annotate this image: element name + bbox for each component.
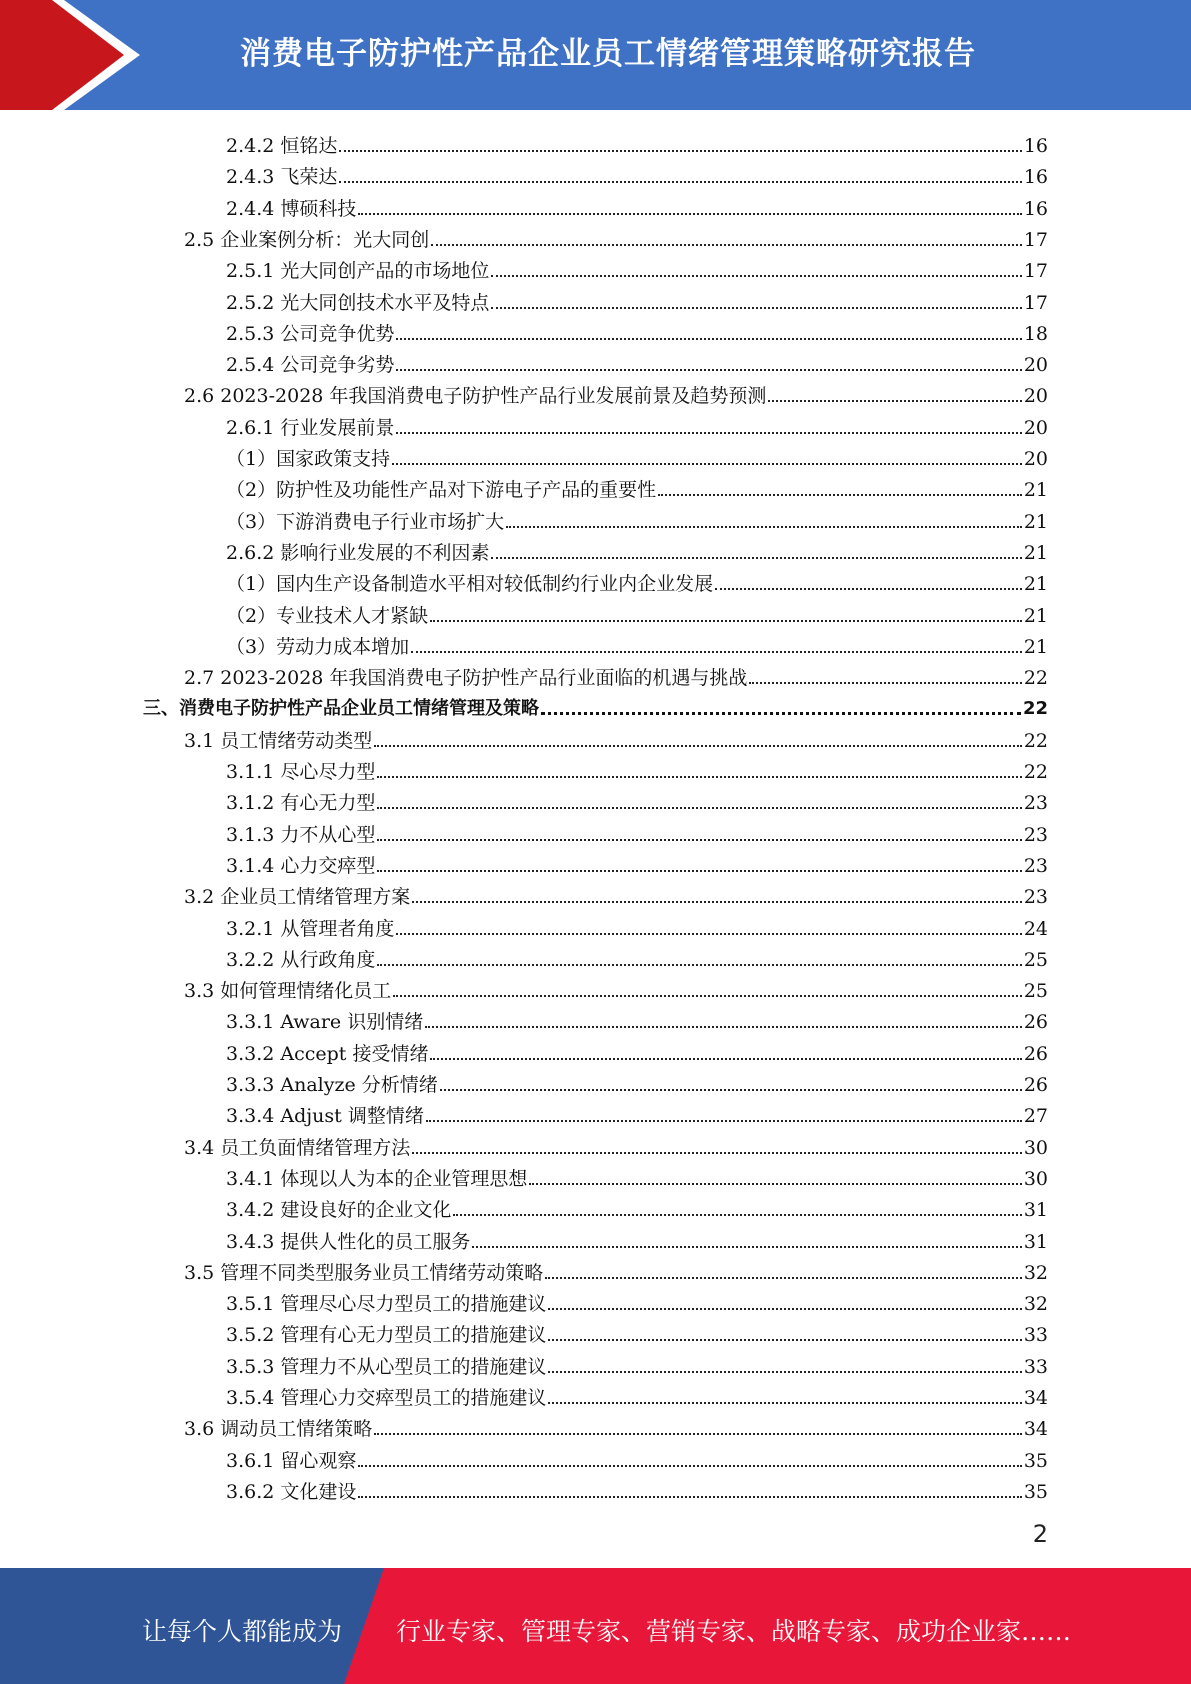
- toc-entry[interactable]: [226, 471, 1048, 502]
- toc-entry-title: （2）专业技术人才紧缺: [226, 604, 429, 627]
- toc-entry-title: 3.4.3 提供人性化的员工服务: [226, 1230, 471, 1253]
- toc-leader-dots: [541, 712, 1021, 715]
- toc-entry-page: 34: [1023, 1418, 1048, 1441]
- toc-entry-title: 3.4.1 体现以人为本的企业管理思想: [226, 1167, 528, 1190]
- toc-leader-dots: [396, 933, 1021, 935]
- toc-entry-title: 三、消费电子防护性产品企业员工情绪管理及策略: [143, 698, 539, 720]
- toc-entry[interactable]: [226, 753, 1048, 784]
- toc-leader-dots: [440, 1089, 1022, 1091]
- toc-leader-dots: [392, 463, 1022, 465]
- toc-entry-page: 17: [1023, 228, 1048, 251]
- toc-entry-page: 21: [1023, 604, 1048, 627]
- toc-entry-page: 32: [1023, 1261, 1048, 1284]
- report-title: 消费电子防护性产品企业员工情绪管理策略研究报告: [240, 36, 976, 72]
- toc-leader-dots: [358, 1496, 1021, 1498]
- toc-entry-title: 2.7 2023-2028 年我国消费电子防护性产品行业面临的机遇与挑战: [184, 667, 748, 690]
- toc-entry-title: （2）防护性及功能性产品对下游电子产品的重要性: [226, 479, 657, 502]
- toc-entry-title: 2.6 2023-2028 年我国消费电子防护性产品行业发展前景及趋势预测: [184, 385, 767, 408]
- toc-entry-page: 21: [1023, 635, 1048, 658]
- toc-entry[interactable]: [226, 534, 1048, 565]
- toc-leader-dots: [548, 1308, 1021, 1310]
- toc-entry-page: 27: [1023, 1105, 1048, 1128]
- toc-entry[interactable]: [226, 1473, 1048, 1504]
- toc-entry[interactable]: [184, 1129, 1048, 1160]
- toc-entry-page: 23: [1023, 792, 1048, 815]
- toc-entry-page: 22: [1022, 698, 1048, 720]
- toc-entry[interactable]: [226, 941, 1048, 972]
- toc-entry[interactable]: [226, 628, 1048, 659]
- toc-entry-page: 23: [1023, 854, 1048, 877]
- toc-leader-dots: [548, 1371, 1021, 1373]
- toc-leader-dots: [491, 275, 1021, 277]
- toc-leader-dots: [358, 213, 1021, 215]
- toc-entry[interactable]: [226, 1223, 1048, 1254]
- toc-entry-title: （3）下游消费电子行业市场扩大: [226, 510, 505, 533]
- toc-entry[interactable]: [184, 377, 1048, 408]
- toc-entry-title: 3.5.4 管理心力交瘁型员工的措施建议: [226, 1387, 547, 1409]
- toc-entry-page: 23: [1023, 886, 1048, 909]
- toc-entry-page: 24: [1023, 917, 1048, 940]
- toc-entry[interactable]: [226, 910, 1048, 941]
- toc-entry-title: 3.5.2 管理有心无力型员工的措施建议: [226, 1324, 547, 1347]
- toc-entry[interactable]: [184, 1254, 1048, 1285]
- toc-entry-title: 3.4 员工负面情绪管理方法: [184, 1136, 411, 1159]
- toc-entry-page: 16: [1023, 197, 1048, 220]
- toc-leader-dots: [430, 620, 1022, 622]
- toc-entry-page: 20: [1023, 354, 1048, 377]
- toc-entry-page: 23: [1023, 823, 1048, 846]
- toc-entry-title: 3.1.4 心力交瘁型: [226, 854, 376, 877]
- toc-entry[interactable]: [184, 1410, 1048, 1441]
- toc-entry-title: 2.5 企业案例分析：光大同创: [184, 228, 430, 251]
- toc-entry[interactable]: [226, 440, 1048, 471]
- toc-entry[interactable]: [226, 252, 1048, 283]
- toc-entry[interactable]: [226, 1191, 1048, 1222]
- toc-entry-title: （1）国内生产设备制造水平相对较低制约行业内企业发展: [226, 573, 714, 596]
- toc-entry-title: 3.5.1 管理尽心尽力型员工的措施建议: [226, 1293, 547, 1316]
- toc-entry-title: 3.5.3 管理力不从心型员工的措施建议: [226, 1355, 547, 1378]
- toc-leader-dots: [377, 839, 1021, 841]
- toc-leader-dots: [374, 745, 1022, 747]
- toc-leader-dots: [472, 1246, 1021, 1248]
- toc-entry-title: 3.6.2 文化建设: [226, 1480, 357, 1503]
- toc-entry-page: 21: [1023, 510, 1048, 533]
- toc-entry-page: 22: [1023, 667, 1048, 690]
- toc-entry-page: 32: [1023, 1293, 1048, 1316]
- toc-entry[interactable]: [226, 1348, 1048, 1379]
- toc-entry[interactable]: [226, 1442, 1048, 1473]
- toc-entry[interactable]: [226, 565, 1048, 596]
- toc-entry-page: 17: [1023, 291, 1048, 314]
- toc-entry-title: （1）国家政策支持: [226, 448, 391, 470]
- page-footer: [0, 1568, 1191, 1684]
- toc-entry-page: 30: [1023, 1167, 1048, 1190]
- toc-leader-dots: [377, 870, 1021, 872]
- toc-entry[interactable]: [226, 816, 1048, 847]
- toc-leader-dots: [548, 1402, 1021, 1404]
- toc-leader-dots: [425, 1026, 1022, 1028]
- toc-entry[interactable]: [226, 1066, 1048, 1097]
- toc-entry[interactable]: [226, 315, 1048, 346]
- toc-entry-title: 2.6.2 影响行业发展的不利因素: [226, 541, 490, 564]
- toc-entry-title: 3.4.2 建设良好的企业文化: [226, 1199, 452, 1222]
- toc-entry[interactable]: [226, 597, 1048, 628]
- toc-entry-page: 21: [1023, 573, 1048, 596]
- toc-entry-page: 26: [1023, 1042, 1048, 1065]
- toc-entry-page: 25: [1023, 948, 1048, 971]
- toc-entry-page: 26: [1023, 1011, 1048, 1034]
- toc-entry[interactable]: [226, 847, 1048, 878]
- toc-entry[interactable]: [226, 409, 1048, 440]
- toc-entry-page: 26: [1023, 1074, 1048, 1096]
- toc-entry-title: 3.1.1 尽心尽力型: [226, 761, 376, 783]
- toc-entry-page: 25: [1023, 980, 1048, 1003]
- toc-entry-title: 3.3.1 Aware 识别情绪: [226, 1011, 424, 1034]
- toc-leader-dots: [529, 1183, 1021, 1185]
- toc-leader-dots: [548, 1339, 1021, 1341]
- toc-leader-dots: [396, 369, 1021, 371]
- toc-entry-page: 16: [1023, 135, 1048, 157]
- toc-leader-dots: [377, 776, 1021, 778]
- toc-entry[interactable]: [226, 1035, 1048, 1066]
- toc-entry-title: 3.2.2 从行政角度: [226, 948, 376, 971]
- toc-entry[interactable]: [226, 1316, 1048, 1347]
- toc-entry-title: 2.5.4 公司竞争劣势: [226, 354, 395, 377]
- toc-entry-title: 2.5.3 公司竞争优势: [226, 322, 395, 345]
- toc-leader-dots: [768, 400, 1021, 402]
- toc-leader-dots: [358, 1465, 1021, 1467]
- toc-entry[interactable]: [226, 346, 1048, 377]
- toc-entry-title: 2.5.1 光大同创产品的市场地位: [226, 260, 490, 283]
- toc-entry[interactable]: [226, 127, 1048, 158]
- toc-entry-title: 3.2.1 从管理者角度: [226, 917, 395, 940]
- toc-entry-page: 21: [1023, 541, 1048, 564]
- footer-slogan-right: 行业专家、管理专家、营销专家、战略专家、成功企业家……: [396, 1617, 1072, 1646]
- toc-entry-page: 31: [1023, 1199, 1048, 1222]
- toc-entry[interactable]: [226, 158, 1048, 189]
- toc-entry[interactable]: [184, 659, 1048, 690]
- toc-leader-dots: [339, 150, 1021, 152]
- toc-entry[interactable]: [143, 690, 1048, 721]
- toc-entry-title: 3.6.1 留心观察: [226, 1449, 357, 1472]
- toc-leader-dots: [377, 807, 1021, 809]
- toc-entry[interactable]: [226, 1097, 1048, 1128]
- toc-entry[interactable]: [226, 1379, 1048, 1410]
- toc-leader-dots: [412, 1152, 1022, 1154]
- toc-leader-dots: [658, 494, 1022, 496]
- toc-leader-dots: [426, 1120, 1022, 1122]
- toc-leader-dots: [339, 181, 1021, 183]
- toc-leader-dots: [374, 1433, 1022, 1435]
- toc-entry-title: 3.6 调动员工情绪策略: [184, 1418, 373, 1441]
- toc-leader-dots: [396, 338, 1021, 340]
- toc-entry-page: 20: [1023, 448, 1048, 470]
- toc-entry[interactable]: [226, 503, 1048, 534]
- toc-leader-dots: [545, 1277, 1022, 1279]
- toc-entry[interactable]: [184, 878, 1048, 909]
- toc-leader-dots: [491, 307, 1021, 309]
- toc-entry[interactable]: [226, 284, 1048, 315]
- toc-leader-dots: [411, 651, 1022, 653]
- toc-leader-dots: [749, 682, 1021, 684]
- toc-entry-page: 22: [1023, 729, 1048, 752]
- toc-entry-title: 3.3 如何管理情绪化员工: [184, 980, 392, 1003]
- toc-leader-dots: [506, 526, 1022, 528]
- toc-entry-page: 18: [1023, 322, 1048, 345]
- toc-leader-dots: [377, 964, 1021, 966]
- toc-entry-title: 2.5.2 光大同创技术水平及特点: [226, 291, 490, 314]
- toc-leader-dots: [491, 557, 1021, 559]
- toc-entry-page: 35: [1023, 1480, 1048, 1503]
- toc-entry-title: 3.3.3 Analyze 分析情绪: [226, 1074, 438, 1096]
- toc-entry-title: 2.4.4 博硕科技: [226, 197, 357, 220]
- toc-entry-page: 35: [1023, 1449, 1048, 1472]
- toc-entry-title: 2.4.2 恒铭达: [226, 135, 338, 157]
- footer-slogan-left: 让每个人都能成为: [142, 1617, 343, 1646]
- toc-entry-title: 3.1 员工情绪劳动类型: [184, 729, 373, 752]
- toc-entry-title: 3.1.2 有心无力型: [226, 792, 376, 815]
- toc-entry-page: 20: [1023, 416, 1048, 439]
- toc-entry[interactable]: [184, 722, 1048, 753]
- toc-entry[interactable]: [184, 972, 1048, 1003]
- toc-entry-title: 3.1.3 力不从心型: [226, 823, 376, 846]
- toc-leader-dots: [430, 1058, 1021, 1060]
- toc-entry-title: （3）劳动力成本增加: [226, 635, 410, 658]
- toc-entry-title: 2.6.1 行业发展前景: [226, 416, 395, 439]
- toc-entry-title: 3.3.4 Adjust 调整情绪: [226, 1105, 424, 1128]
- toc-entry[interactable]: [184, 221, 1048, 252]
- toc-entry-page: 30: [1023, 1136, 1048, 1159]
- toc-entry[interactable]: [226, 784, 1048, 815]
- toc-entry-title: 2.4.3 飞荣达: [226, 166, 338, 189]
- page-number: 2: [1032, 1520, 1048, 1548]
- toc-entry-page: 21: [1023, 479, 1048, 502]
- toc-entry-page: 17: [1023, 260, 1048, 283]
- toc-leader-dots: [412, 901, 1022, 903]
- toc-entry-title: 3.5 管理不同类型服务业员工情绪劳动策略: [184, 1261, 544, 1284]
- toc-entry-page: 31: [1023, 1230, 1048, 1253]
- toc-leader-dots: [715, 588, 1022, 590]
- toc-leader-dots: [396, 432, 1021, 434]
- toc-entry-page: 33: [1023, 1324, 1048, 1347]
- toc-entry-title: 3.3.2 Accept 接受情绪: [226, 1042, 429, 1065]
- toc-entry-page: 16: [1023, 166, 1048, 189]
- toc-leader-dots: [453, 1214, 1021, 1216]
- toc-entry[interactable]: [226, 1285, 1048, 1316]
- toc-entry[interactable]: [226, 1003, 1048, 1034]
- toc-leader-dots: [393, 995, 1022, 997]
- toc-entry-page: 22: [1023, 761, 1048, 783]
- toc-entry-page: 20: [1023, 385, 1048, 408]
- toc-entry-title: 3.2 企业员工情绪管理方案: [184, 886, 411, 909]
- toc-leader-dots: [431, 244, 1022, 246]
- page-header: [0, 0, 1191, 110]
- toc-entry[interactable]: [226, 190, 1048, 221]
- toc-entry-page: 34: [1023, 1387, 1048, 1409]
- toc-entry[interactable]: [226, 1160, 1048, 1191]
- toc-entry-page: 33: [1023, 1355, 1048, 1378]
